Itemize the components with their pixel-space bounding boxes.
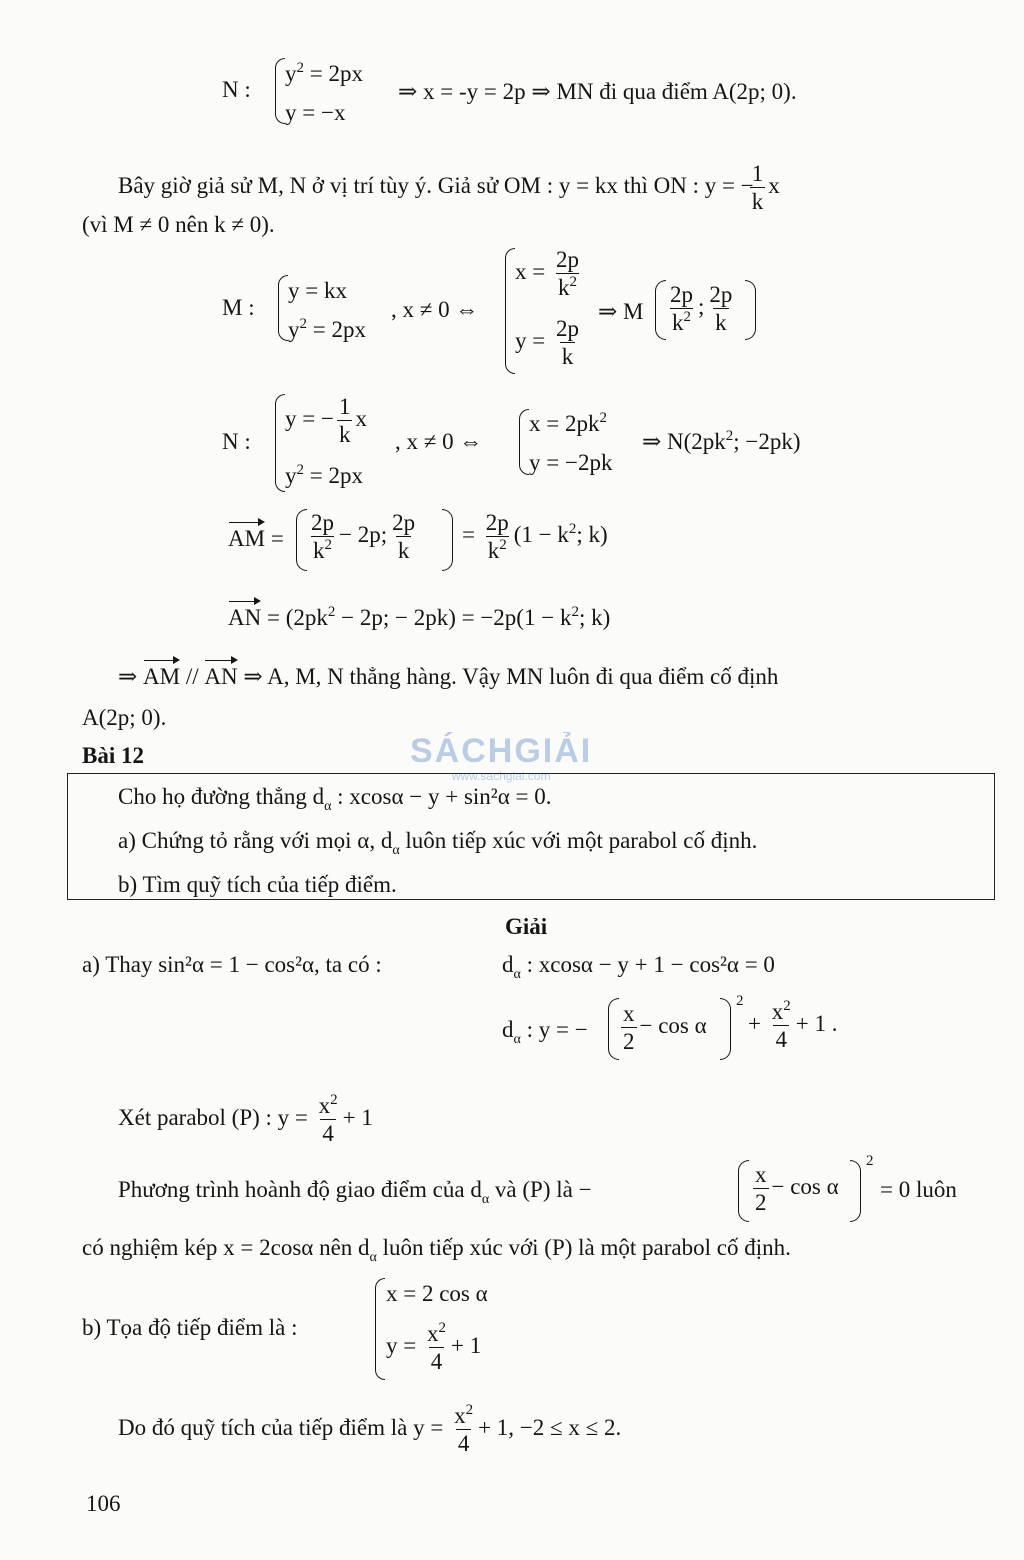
n-x-eq: $x = 2pk^2$ — [529, 410, 607, 436]
am-components: $\frac{2p}{k^2}$ − 2p; $\frac{2p}{k}$ — [311, 510, 416, 563]
brace-n-solve — [519, 409, 529, 475]
eq2-square: 2 — [736, 993, 744, 1009]
section-title: Bài 12 — [82, 743, 144, 768]
conclusion-text: ⇒ A, M, N thẳng hàng. Vậy MN luôn đi qua điểm cố định — [243, 664, 779, 689]
brace-m-solve — [505, 248, 515, 374]
intersect-text: Phương trình hoành độ giao điểm của — [118, 1177, 465, 1202]
tangent-x: x = 2 cos α — [386, 1281, 488, 1306]
paren-intersect-left — [738, 1160, 749, 1222]
tangent-y: y = $\frac{x^2}{4}$ + 1 — [386, 1320, 482, 1374]
parabola-def-text: Xét parabol (P) : y = — [118, 1104, 308, 1130]
page-number: 106 — [86, 1491, 121, 1516]
conclusion-point: A(2p; 0). — [82, 705, 167, 730]
parabola-def: Xét parabol (P) : y = $\frac{x^2}{4}$ + 1 — [118, 1092, 373, 1146]
paren-m-right — [745, 280, 756, 340]
sol-a-eq2-inner: $\frac{x}{2}$ − cos α — [623, 1001, 707, 1054]
intersect-end: = 0 luôn — [880, 1177, 957, 1202]
sol-b-intro: b) Tọa độ tiếp điểm là : — [82, 1315, 298, 1340]
conclusion-line: ⇒ AM // AN ⇒ A, M, N thẳng hàng. Vậy MN luôn đi qua điểm cố định — [118, 664, 779, 689]
problem-part-a-prefix: a) Chứng tỏ rằng với mọi α, d — [118, 828, 393, 853]
frac-1-k: $\frac{1}{k}$ — [751, 161, 764, 214]
m-point-arrow: ⇒ M — [598, 299, 644, 324]
m-y-eq: y = $\frac{2p}{k}$ — [515, 316, 579, 369]
solution-title: Giải — [505, 914, 548, 939]
brace-tangent — [375, 1278, 385, 1380]
top-result: ⇒ x = -y = 2p ⇒ MN đi qua điểm A(2p; 0). — [398, 79, 797, 104]
eq-n-2: $y^2 = 2px$ — [285, 462, 363, 488]
n-label-top: N : — [222, 77, 251, 102]
m-label: M : — [222, 295, 255, 320]
paragraph-1-text: Bây giờ giả sử M, N ở vị trí tùy ý. Giả sử OM : y = kx thì ON : y = − — [118, 172, 754, 198]
n-cond: , x ≠ 0 ⇔ — [395, 429, 483, 454]
problem-part-b: b) Tìm quỹ tích của tiếp điểm. — [118, 872, 397, 897]
double-root-line: có nghiệm kép x = 2cosα nên $d_\alpha$ luôn tiếp xúc với (P) là một parabol cố định. — [82, 1235, 791, 1265]
locus-text: Do đó quỹ tích của tiếp điểm là y = — [118, 1414, 444, 1440]
eq-m-1: y = kx — [288, 278, 347, 303]
paren-am-right — [442, 509, 453, 571]
brace-m — [278, 275, 288, 341]
n-label: N : — [222, 429, 251, 454]
double-root-text: có nghiệm kép x = 2cosα nên — [82, 1235, 353, 1260]
paren-eq2-right — [720, 998, 731, 1060]
intersect-line: Phương trình hoành độ giao điểm của $d_\alpha$ và (P) là − — [118, 1177, 592, 1207]
sol-a-eq2-rhs: + $\frac{x^2}{4}$ + 1 . — [748, 998, 838, 1052]
m-x-eq: x = $\frac{2p}{k^2}$ — [515, 247, 579, 300]
paragraph-2: (vì M ≠ 0 nên k ≠ 0). — [82, 212, 275, 237]
problem-line-1-tail: : xcosα − y + sin²α = 0. — [337, 784, 552, 809]
vec-am: AM = — [228, 526, 284, 551]
double-root-tail: luôn tiếp xúc với (P) là một parabol cố định. — [382, 1235, 791, 1260]
eq-n-1: y = − $\frac{1}{k}$ x — [285, 394, 367, 447]
problem-part-a: a) Chứng tỏ rằng với mọi α, $d_\alpha$ luôn tiếp xúc với một parabol cố định. — [118, 828, 758, 858]
vec-an: AN = ($2pk^2 - 2p$; − $2pk) = -2p(1 - k^2$; k) — [228, 604, 611, 630]
locus-line: Do đó quỹ tích của tiếp điểm là y = $\frac{x^2}{4}$ + 1, −2 ≤ x ≤ 2. — [118, 1402, 622, 1456]
problem-line-1: Cho họ đường thẳng $d_\alpha$ : xcosα − y + sin²α = 0. — [118, 784, 552, 814]
brace-n-top — [275, 58, 285, 124]
locus-tail: + 1, −2 ≤ x ≤ 2. — [478, 1414, 622, 1440]
eq-m-2: $y^2 = 2px$ — [288, 316, 366, 342]
sol-a-eq1-text: : xcosα − y + 1 − cos²α = 0 — [526, 952, 775, 977]
eq-n-top-1: $y^2 = 2px$ — [285, 60, 363, 86]
eq-n-top-2: y = −x — [285, 100, 346, 125]
n-y-eq: y = −2pk — [529, 450, 613, 475]
m-cond: , x ≠ 0 ⇔ — [391, 297, 479, 322]
logo-word: SÁCHGIẢI — [410, 732, 593, 770]
paragraph-1: Bây giờ giả sử M, N ở vị trí tùy ý. Giả sử OM : y = kx thì ON : y = − $\frac{1}{k}$ x — [118, 161, 780, 214]
intersect-inner: $\frac{x}{2}$ − cos α — [755, 1162, 839, 1215]
intersect-tail: và (P) là − — [494, 1177, 592, 1202]
sol-a-eq1: $d_\alpha$ : xcosα − y + 1 − cos²α = 0 — [502, 952, 775, 982]
problem-line-1-text: Cho họ đường thẳng d — [118, 784, 325, 809]
problem-part-a-suffix: luôn tiếp xúc với một parabol cố định. — [405, 828, 758, 853]
intersect-square: 2 — [866, 1153, 874, 1169]
logo-url: www.sachgiai.com — [451, 769, 551, 783]
n-point: ⇒ $N(2pk^2$; −2pk) — [642, 428, 801, 454]
am-simplified: = $\frac{2p}{k^2}$ ($1 - k^2$; k) — [462, 510, 608, 563]
m-point-coords: $\frac{2p}{k^2}$ ; $\frac{2p}{k}$ — [670, 282, 733, 335]
sol-a-eq2-lhs: $d_\alpha$ : y = − — [502, 1017, 588, 1047]
paren-intersect-right — [850, 1160, 861, 1222]
brace-n — [275, 394, 285, 492]
sol-a-intro: a) Thay sin²α = 1 − cos²α, ta có : — [82, 952, 382, 977]
